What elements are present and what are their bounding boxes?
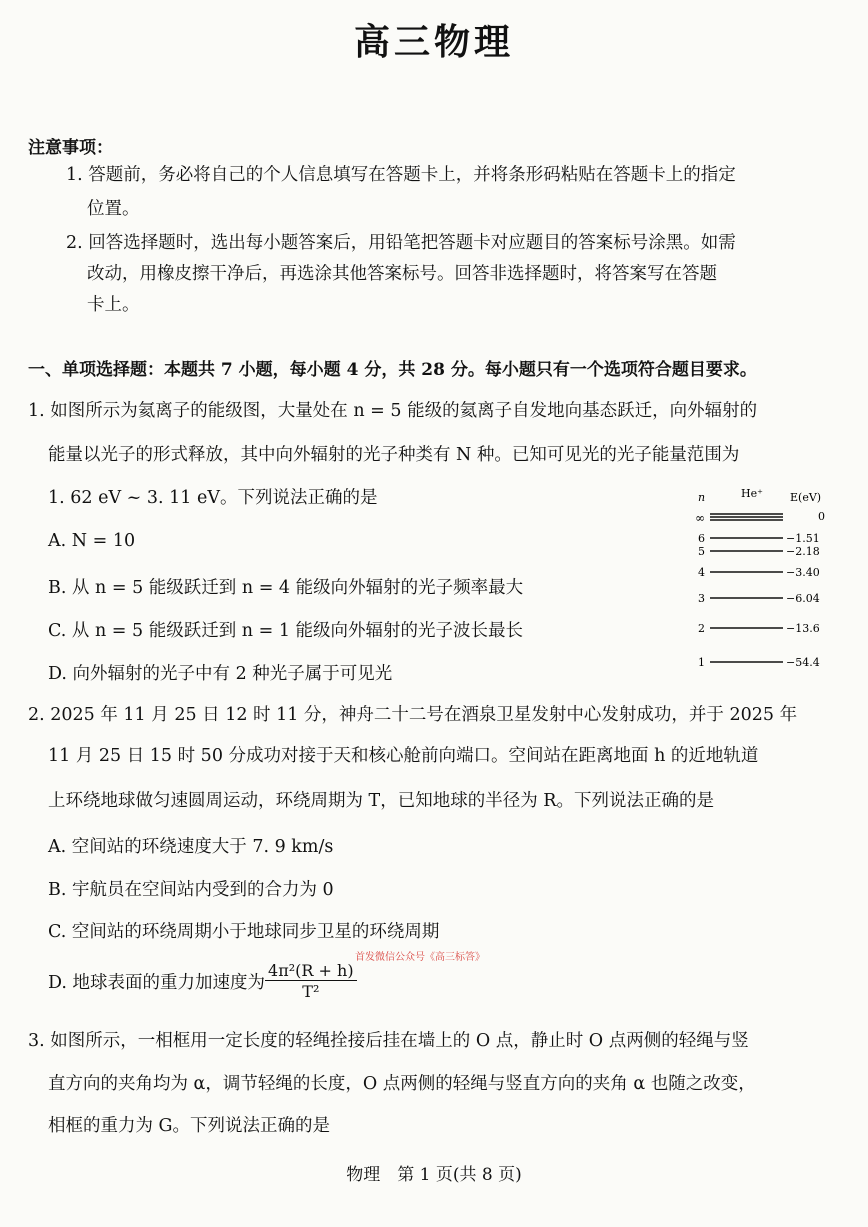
q1-option-a: A. N = 10 — [48, 531, 136, 551]
q1-option-b: B. 从 n = 5 能级跃迁到 n = 4 能级向外辐射的光子频率最大 — [48, 578, 524, 598]
q1-stem-line-3: 1. 62 eV ~ 3. 11 eV。下列说法正确的是 — [48, 488, 378, 508]
level-e-1: −54.4 — [786, 656, 820, 669]
level-n-inf: ∞ — [695, 511, 705, 525]
energy-level-diagram — [690, 485, 835, 680]
q2-option-b: B. 宇航员在空间站内受到的合力为 0 — [48, 880, 334, 900]
level-e-6: −1.51 — [786, 532, 820, 545]
q1-stem-line-2: 能量以光子的形式释放，其中向外辐射的光子种类有 N 种。已知可见光的光子能量范围为 — [48, 445, 740, 465]
diagram-header-n: n — [698, 491, 706, 504]
notice-heading: 注意事项： — [28, 138, 113, 158]
watermark: 首发微信公众号《高三标答》 — [355, 952, 485, 963]
q3-stem-line-2: 直方向的夹角均为 α，调节轻绳的长度，O 点两侧的轻绳与竖直方向的夹角 α 也随之改变， — [48, 1074, 756, 1094]
q2-option-d — [48, 962, 357, 1001]
level-e-3: −6.04 — [786, 592, 820, 605]
notice-item-1-line-1: 1. 答题前，务必将自己的个人信息填写在答题卡上，并将条形码粘贴在答题卡上的指定 — [66, 165, 736, 185]
q2-option-c: C. 空间站的环绕周期小于地球同步卫星的环绕周期 — [48, 922, 440, 942]
q3-stem-line-3: 相框的重力为 G。下列说法正确的是 — [48, 1116, 331, 1136]
q3-stem-line-1: 3. 如图所示，一相框用一定长度的轻绳拴接后挂在墙上的 O 点，静止时 O 点两侧的轻绳与竖 — [28, 1031, 749, 1051]
diagram-header-energy: E(eV) — [790, 491, 822, 504]
page-footer: 物理 第 1 页(共 8 页) — [346, 1165, 522, 1185]
fraction-denominator: T² — [302, 982, 320, 1001]
level-e-2: −13.6 — [786, 622, 820, 635]
q2-option-d-fraction — [265, 962, 357, 1001]
notice-item-2-line-2: 改动，用橡皮擦干净后，再选涂其他答案标号。回答非选择题时，将答案写在答题 — [87, 264, 717, 284]
level-n-1: 1 — [698, 656, 705, 669]
level-n-5: 5 — [698, 545, 705, 558]
q1-option-d: D. 向外辐射的光子中有 2 种光子属于可见光 — [48, 664, 393, 684]
notice-item-1-line-2: 位置。 — [87, 199, 140, 219]
q2-stem-line-3: 上环绕地球做匀速圆周运动，环绕周期为 T，已知地球的半径为 R。下列说法正确的是 — [48, 791, 714, 811]
q2-stem-line-2: 11 月 25 日 15 时 50 分成功对接于天和核心舱前向端口。空间站在距离地面 h 的近地轨道 — [48, 746, 759, 766]
level-n-4: 4 — [698, 566, 705, 579]
diagram-header-ion: He⁺ — [741, 487, 763, 500]
q2-option-d-text: D. 地球表面的重力加速度为 — [48, 973, 266, 993]
level-e-4: −3.40 — [786, 566, 820, 579]
q2-option-a: A. 空间站的环绕速度大于 7. 9 km/s — [48, 837, 334, 857]
level-e-inf: 0 — [818, 510, 825, 523]
page-title: 高三物理 — [353, 21, 514, 63]
q2-stem-line-1: 2. 2025 年 11 月 25 日 12 时 11 分，神舟二十二号在酒泉卫星发射中心发射成功，并于 2025 年 — [28, 705, 798, 725]
level-e-5: −2.18 — [786, 545, 820, 558]
notice-item-2-line-3: 卡上。 — [87, 295, 140, 315]
notice-item-2-line-1: 2. 回答选择题时，选出每小题答案后，用铅笔把答题卡对应题目的答案标号涂黑。如需 — [66, 233, 736, 253]
section-heading: 一、单项选择题：本题共 7 小题，每小题 4 分，共 28 分。每小题只有一个选项符合题目要求。 — [28, 360, 757, 380]
q1-option-c: C. 从 n = 5 能级跃迁到 n = 1 能级向外辐射的光子波长最长 — [48, 621, 524, 641]
level-n-6: 6 — [698, 532, 705, 545]
q1-stem-line-1: 1. 如图所示为氦离子的能级图，大量处在 n = 5 能级的氦离子自发地向基态跃迁，向外辐射的 — [28, 401, 758, 421]
level-n-3: 3 — [698, 592, 705, 605]
level-n-2: 2 — [698, 622, 705, 635]
fraction-numerator: 4π²(R + h) — [265, 962, 357, 981]
